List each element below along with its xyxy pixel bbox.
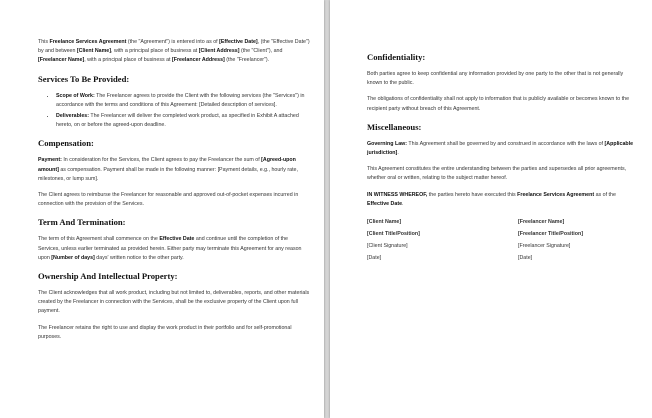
- client-name: [Client Name]: [367, 219, 402, 226]
- client-date: [Date]: [367, 255, 382, 262]
- client-title: [Client Title/Position]: [367, 231, 420, 238]
- reimbursement-paragraph: The Client agrees to reimburse the Freelancer for reasonable and approved out-of-pocket expenses incurred in connection with the provision of the Services.: [38, 192, 299, 208]
- client-signature-column: [367, 216, 487, 264]
- ownership-heading: Ownership And Intellectual Property:: [38, 271, 178, 282]
- client-signature: [Client Signature]: [367, 243, 408, 250]
- services-heading: Services To Be Provided:: [38, 73, 130, 84]
- list-item: • Scope of Work: The Freelancer agrees to provide the Client with the following services (the "Services") in accordance with the terms and conditions of this Agreement: [Detailed description of services].: [56, 92, 310, 110]
- ownership-paragraph-1: The Client acknowledges that all work product, including but not limited to, deliverables, reports, and other materials created by the Freelancer in connection with the Services, shall be the exclusive property of the Client upon full payment.: [38, 290, 310, 315]
- document-page-1: [0, 0, 324, 418]
- freelancer-title: [Freelancer Title/Position]: [518, 231, 583, 238]
- payment-paragraph: Payment: In consideration for the Services, the Client agrees to pay the Freelancer the sum of [Agreed-upon amount] as compensation. Payment shall be made in the following manner: [Payment details, e.g., hourly rate, milestones, or lump sum].: [38, 157, 298, 182]
- freelancer-signature-column: [518, 216, 638, 264]
- freelancer-name: [Freelancer Name]: [518, 219, 565, 226]
- confidentiality-paragraph-2: The obligations of confidentiality shall not apply to information that is publicly available or becomes known to the recipient party without breach of this Agreement.: [367, 96, 630, 112]
- list-item: • Deliverables: The Freelancer will deliver the completed work product, as specified in Exhibit A attached hereto, on or before the agreed-upon deadline.: [56, 112, 310, 130]
- term-heading: Term And Termination:: [38, 217, 126, 228]
- miscellaneous-heading: Miscellaneous:: [367, 121, 422, 132]
- freelancer-signature: [Freelancer Signature]: [518, 243, 571, 250]
- term-paragraph: The term of this Agreement shall commence on the Effective Date and continue until the completion of the Services, unless earlier terminated as provided herein. Either party may terminate this Agreement for any reason upon [Number of days] days' written notice to the other party.: [38, 236, 302, 261]
- signature-block: [367, 216, 638, 264]
- document-page-2: [330, 0, 652, 418]
- freelancer-date: [Date]: [518, 255, 533, 262]
- governing-law-paragraph: Governing Law: This Agreement shall be governed by and construed in accordance with the laws of [Applicable jurisdiction].: [367, 140, 634, 157]
- services-list: [38, 92, 310, 131]
- ownership-paragraph-2: The Freelancer retains the right to use and display the work product in their portfolio and for self-promotional purposes.: [38, 324, 292, 340]
- compensation-heading: Compensation:: [38, 138, 94, 149]
- entire-agreement-paragraph: This Agreement constitutes the entire understanding between the parties and supersedes all prior agreements, whether oral or written, relating to the subject matter hereof.: [367, 166, 627, 182]
- witness-paragraph: IN WITNESS WHEREOF, the parties hereto have executed this Freelance Services Agreement as of the Effective Date.: [367, 191, 616, 207]
- intro-paragraph: This Freelance Services Agreement (the "Agreement") is entered into as of [Effective Date], (the "Effective Date") by and between [Client Name], with a principal place of business at [Client Address] (the "Client"), and [Freelancer Name], with a principal place of business at [Freelancer Address] (the "Freelancer").: [38, 39, 310, 64]
- confidentiality-heading: Confidentiality:: [367, 52, 426, 62]
- confidentiality-paragraph-1: Both parties agree to keep confidential any information provided by one party to the other that is not generally known to the public.: [367, 71, 624, 87]
